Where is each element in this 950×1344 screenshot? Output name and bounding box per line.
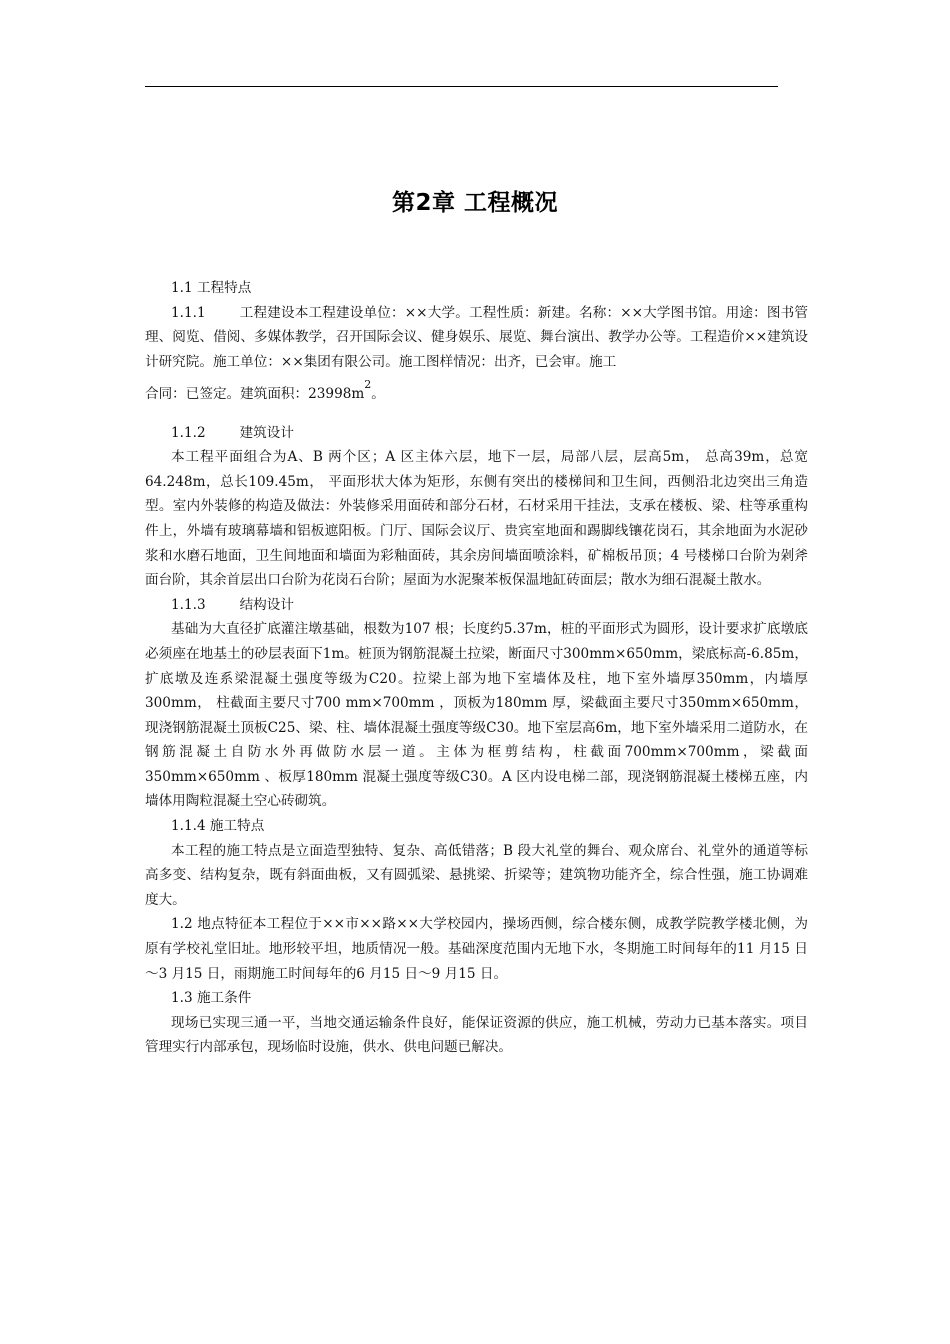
section-1-1-1-text: 工程建设本工程建设单位：××大学。工程性质：新建。名称：××大学图书馆。用途：图书管理、阅览、借阅、多媒体教学，召开国际会议、健身娱乐、展览、舞台演出、教学办公等。工程造价××建筑设计研究院。施工单位：××集团有限公司。施工图样情况：出齐，已会审。施工 [145,304,808,370]
header-rule [145,86,778,87]
building-area-line [145,378,808,407]
section-1-1-heading: 1.1 工程特点 [171,280,252,296]
section-1-1-2-title: 建筑设计 [239,424,294,441]
document-body [145,276,808,1060]
section-1-1-2-paragraph: 本工程平面组合为A、B 两个区；A 区主体六层，地下一层，局部八层，层高5m， 总高39m，总宽64.248m，总长109.45m， 平面形状大体为矩形，东侧有突出的楼梯间和卫生间，西侧沿北边突出三角造型。室内外装修的构造及做法：外装修采用面砖和部分石材，石材采用干挂法，支承在楼板、梁、柱等承重构件上，外墙有玻璃幕墙和铝板遮阳板。门厅、国际会议厅、贵宾室地面和踢脚线镶花岗石，其余地面为水泥砂浆和水磨石地面，卫生间地面和墙面为彩釉面砖，其余房间墙面喷涂料，矿棉板吊顶；4 号楼梯口台阶为剁斧面台阶，其余首层出口台阶为花岗石台阶；屋面为水泥聚苯板保温地缸砖面层；散水为细石混凝土散水。 [145,449,808,589]
section-1-1-1-number: 1.1.1 [171,304,206,321]
chapter-title: 第2章 工程概况 [391,190,558,216]
area-superscript: 2 [364,378,372,392]
section-1-1-1-paragraph [145,301,808,375]
section-1-1-4-heading: 1.1.4 施工特点 [171,818,265,835]
building-area-text: 合同：已签定。建筑面积：23998m [145,386,365,403]
section-1-1-3-title: 结构设计 [239,596,294,613]
section-1-1-4-paragraph: 本工程的施工特点是立面造型独特、复杂、高低错落；B 段大礼堂的舞台、观众席台、礼堂外的通道等标高多变、结构复杂，既有斜面曲板，又有圆弧梁、悬挑梁、折梁等；建筑物功能齐全，综合性强，施工协调难度大。 [145,842,808,908]
section-1-3-heading: 1.3 施工条件 [171,990,252,1007]
section-1-1-3-paragraph: 基础为大直径扩底灌注墩基础，根数为107 根；长度约5.37m，桩的平面形式为圆形，设计要求扩底墩底必须座在地基土的砂层表面下1m。桩顶为钢筋混凝土拉梁，断面尺寸300mm×650mm，梁底标高-6.85m，扩底墩及连系梁混凝土强度等级为C20。拉梁上部为地下室墙体及柱，地下室外墙厚350mm，内墙厚300mm， 柱截面主要尺寸700 mm×700mm ，顶板为180mm 厚，梁截面主要尺寸350mm×650mm， 现浇钢筋混凝土顶板C25、梁、柱、墙体混凝土强度等级C30。地下室层高6m，地下室外墙采用二道防水，在钢筋混凝土自防水外再做防水层一道。主体为框剪结构，柱截面700mm×700mm，梁截面350mm×650mm 、板厚180mm 混凝土强度等级C30。A 区内设电梯二部，现浇钢筋混凝土楼梯五座，内墙体用陶粒混凝土空心砖砌筑。 [145,621,808,810]
section-1-1-3-heading [145,593,808,618]
section-1-1-2-heading [145,421,808,446]
section-1-3-paragraph: 现场已实现三通一平，当地交通运输条件良好，能保证资源的供应，施工机械，劳动力已基本落实。项目管理实行内部承包，现场临时设施，供水、供电问题已解决。 [145,1014,808,1056]
building-area-end: 。 [371,386,385,403]
section-1-1-3-number: 1.1.3 [171,596,206,613]
section-1-1-2-number: 1.1.2 [171,424,206,441]
section-1-2-paragraph: 1.2 地点特征本工程位于××市××路××大学校园内，操场西侧，综合楼东侧，成教学院教学楼北侧，为原有学校礼堂旧址。地形较平坦，地质情况一般。基础深度范围内无地下水，冬期施工时间每年的11 月15 日～3 月15 日，雨期施工时间每年的6 月15 日～9 月15 日。 [145,916,808,982]
